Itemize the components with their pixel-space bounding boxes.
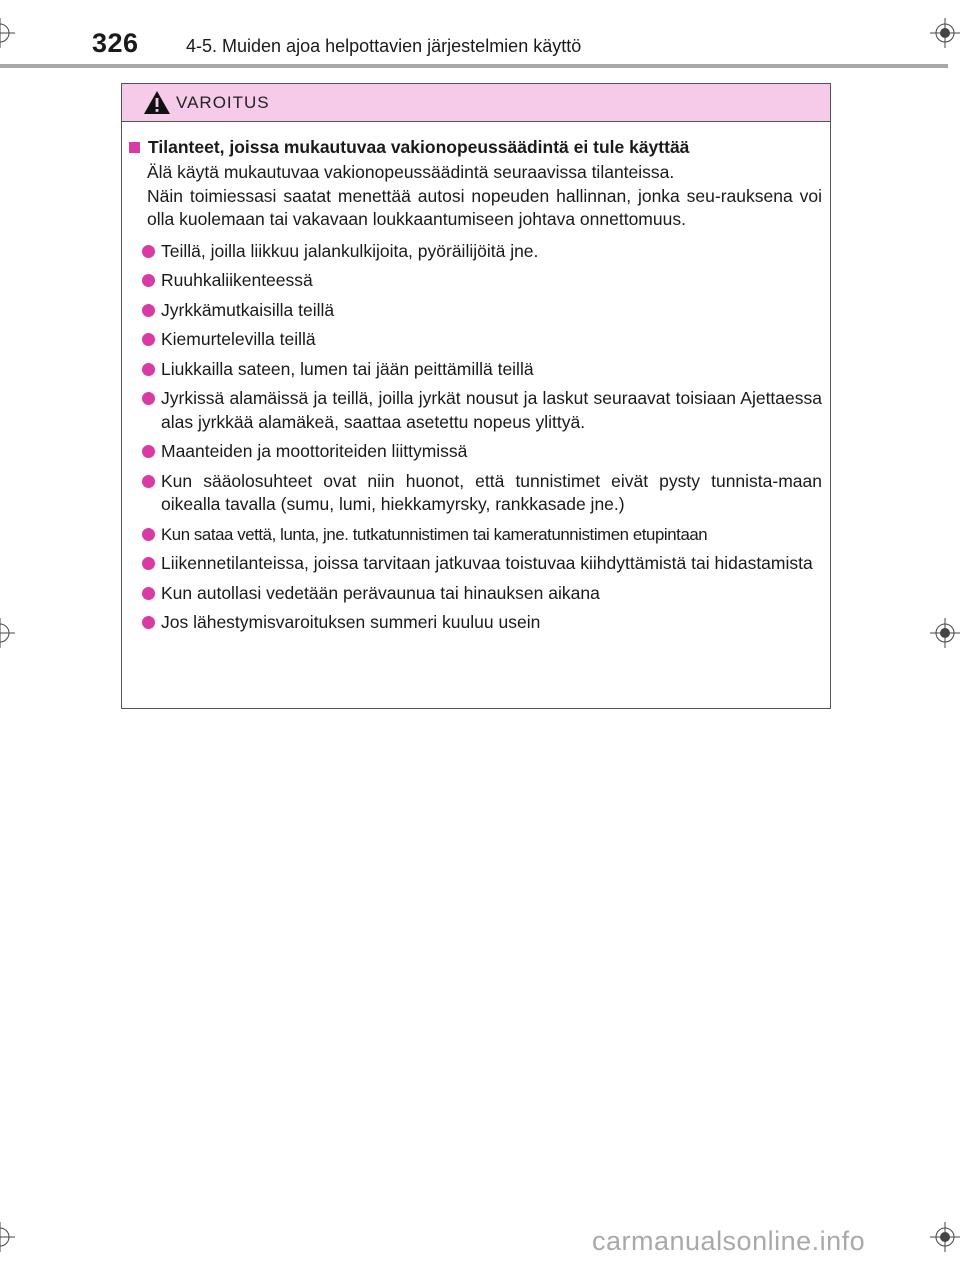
section-title: 4-5. Muiden ajoa helpottavien järjestelmien käyttö [186, 36, 582, 56]
round-bullet-icon [142, 557, 155, 570]
header-divider [0, 64, 948, 68]
registration-mark-icon [930, 18, 960, 48]
registration-mark-icon [0, 18, 15, 48]
list-item: Jos lähestymisvaroituksen summeri kuuluu usein [127, 611, 822, 635]
round-bullet-icon [142, 363, 155, 376]
warning-box [121, 83, 831, 709]
round-bullet-icon [142, 245, 155, 258]
warning-heading [127, 136, 822, 159]
round-bullet-icon [142, 274, 155, 287]
watermark: carmanualsonline.info [592, 1226, 866, 1256]
round-bullet-icon [142, 587, 155, 600]
round-bullet-icon [142, 333, 155, 346]
list-item: Teillä, joilla liikkuu jalankulkijoita, pyöräilijöitä jne. [127, 240, 822, 264]
page-number: 326 [92, 28, 139, 58]
warning-intro: Älä käytä mukautuvaa vakionopeussäädintä seuraavissa tilanteissa. [147, 162, 675, 182]
list-item: Jyrkissä alamäissä ja teillä, joilla jyrkät nousut ja laskut seuraavat toisiaan Ajettaessa alas jyrkkää alamäkeä, saattaa asetettu nopeus ylittyä. [127, 387, 822, 434]
round-bullet-icon [142, 445, 155, 458]
list-item: Liikennetilanteissa, joissa tarvitaan jatkuvaa toistuvaa kiihdyttämistä tai hidastamista [127, 552, 822, 576]
round-bullet-icon [142, 616, 155, 629]
warning-explanation: Näin toimiessasi saatat menettää autosi nopeuden hallinnan, jonka seu-rauksena voi olla kuolemaan tai vakavaan loukkaantumiseen johtava onnettomuus. [147, 185, 822, 229]
warning-triangle-icon [143, 90, 171, 120]
registration-mark-icon [0, 1222, 15, 1252]
warning-header [122, 84, 830, 122]
list-item: Kun autollasi vedetään perävaunua tai hinauksen aikana [127, 582, 822, 606]
round-bullet-icon [142, 475, 155, 488]
list-item: Kun sataa vettä, lunta, jne. tutkatunnistimen tai kameratunnistimen etupintaan [127, 523, 822, 547]
registration-mark-icon [930, 618, 960, 648]
list-item: Kiemurtelevilla teillä [127, 328, 822, 352]
list-item: Liukkailla sateen, lumen tai jään peittämillä teillä [127, 358, 822, 382]
square-bullet-icon [129, 142, 140, 153]
warning-list [127, 240, 822, 635]
list-item: Maanteiden ja moottoriteiden liittymissä [127, 440, 822, 464]
warning-label: VAROITUS [176, 93, 270, 112]
warning-heading-text: Tilanteet, joissa mukautuvaa vakionopeussäädintä ei tule käyttää [148, 137, 690, 157]
registration-mark-icon [0, 618, 15, 648]
warning-body [122, 122, 830, 635]
list-item: Jyrkkämutkaisilla teillä [127, 299, 822, 323]
round-bullet-icon [142, 392, 155, 405]
list-item: Ruuhkaliikenteessä [127, 269, 822, 293]
round-bullet-icon [142, 304, 155, 317]
round-bullet-icon [142, 528, 155, 541]
list-item: Kun sääolosuhteet ovat niin huonot, että tunnistimet eivät pysty tunnista-maan oikealla tavalla (sumu, lumi, hiekkamyrsky, rankkasade jne.) [127, 470, 822, 517]
registration-mark-icon [930, 1222, 960, 1252]
